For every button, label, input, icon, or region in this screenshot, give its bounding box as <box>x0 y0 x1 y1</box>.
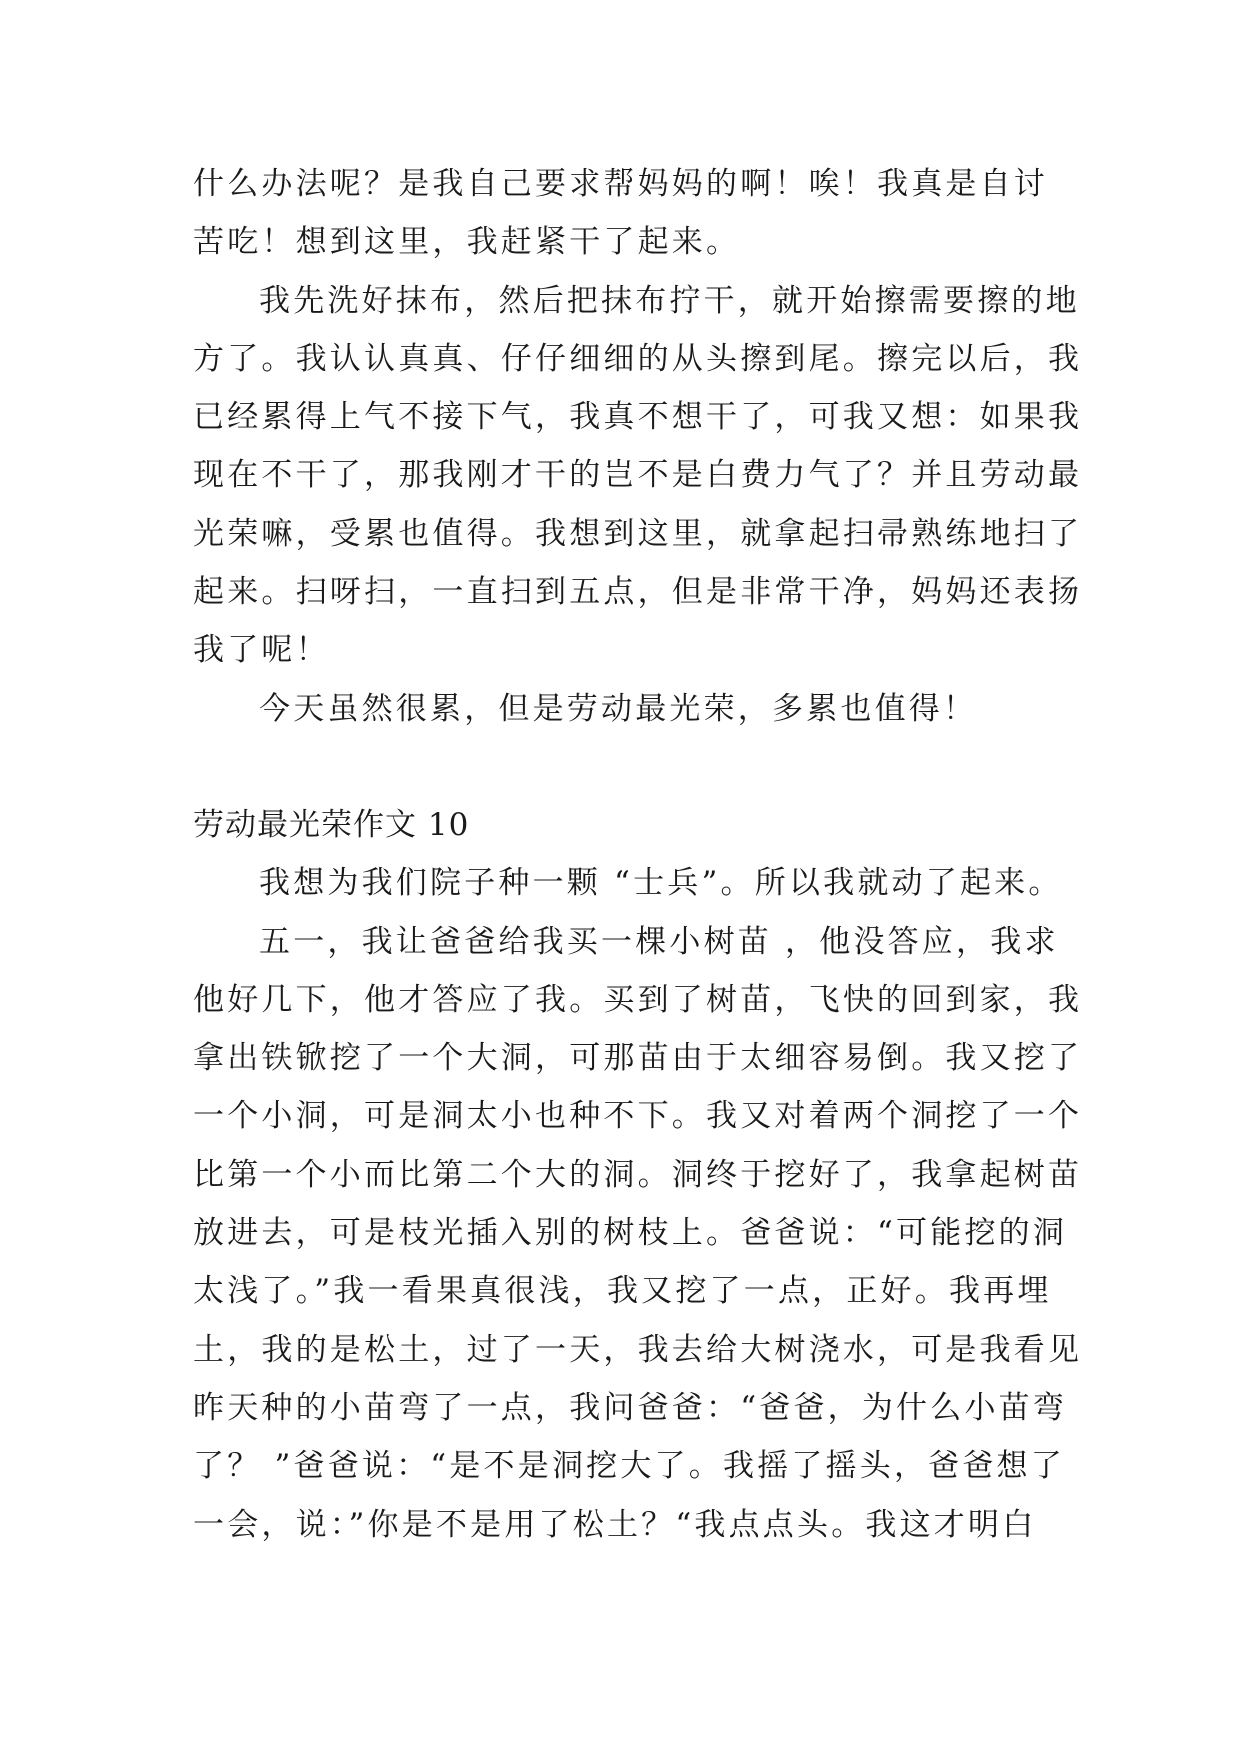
section-heading: 劳动最光荣作文 10 <box>193 806 470 843</box>
document-body <box>193 155 1083 1554</box>
text-line: 昨天种的小苗弯了一点，我问爸爸：“爸爸，为什么小苗弯 <box>193 1389 1068 1426</box>
paragraph-gap <box>193 738 1053 796</box>
text-line: 土，我的是松土，过了一天，我去给大树浇水，可是我看见 <box>193 1331 1083 1368</box>
text-line: 太浅了。”我一看果真很浅，我又挖了一点，正好。我再埋 <box>193 1273 1052 1310</box>
text-line: 比第一个小而比第二个大的洞。洞终于挖好了，我拿起树苗 <box>193 1156 1083 1193</box>
text-line: 今天虽然很累，但是劳动最光荣，多累也值得！ <box>259 690 978 727</box>
text-line: 他好几下，他才答应了我。买到了树苗，飞快的回到家，我 <box>193 981 1083 1018</box>
text-line: 起来。扫呀扫，一直扫到五点，但是非常干净，妈妈还表扬 <box>193 574 1083 611</box>
text-line: 放进去，可是枝光插入别的树枝上。爸爸说：“可能挖的洞 <box>193 1215 1068 1252</box>
text-line: 我先洗好抹布，然后把抹布拧干，就开始擦需要擦的地 <box>259 282 1080 319</box>
text-line: 苦吃！想到这里，我赶紧干了起来。 <box>193 224 741 261</box>
text-line: 已经累得上气不接下气，我真不想干了，可我又想：如果我 <box>193 399 1083 436</box>
text-line: 现在不干了，那我刚才干的岂不是白费力气了？并且劳动最 <box>193 457 1083 494</box>
text-line: 方了。我认认真真、仔仔细细的从头擦到尾。擦完以后，我 <box>193 340 1083 377</box>
text-line: 了？ ”爸爸说：“是不是洞挖大了。我摇了摇头，爸爸想了 <box>193 1448 1065 1485</box>
text-line: 拿出铁锨挖了一个大洞，可那苗由于太细容易倒。我又挖了 <box>193 1040 1083 1077</box>
text-line: 五一，我让爸爸给我买一棵小树苗 ，他没答应，我求 <box>259 923 1059 960</box>
text-line: 什么办法呢？是我自己要求帮妈妈的啊！唉！我真是自讨 <box>193 166 1048 202</box>
text-line: 光荣嘛，受累也值得。我想到这里，就拿起扫帚熟练地扫了 <box>193 515 1083 552</box>
text-line: 一个小洞，可是洞太小也种不下。我又对着两个洞挖了一个 <box>193 1098 1083 1135</box>
text-line: 我想为我们院子种一颗 “士兵”。所以我就动了起来。 <box>259 865 1063 902</box>
text-line: 我了呢！ <box>193 632 330 669</box>
text-line: 一会，说：”你是不是用了松土？“我点点头。我这才明白 <box>193 1506 1037 1543</box>
